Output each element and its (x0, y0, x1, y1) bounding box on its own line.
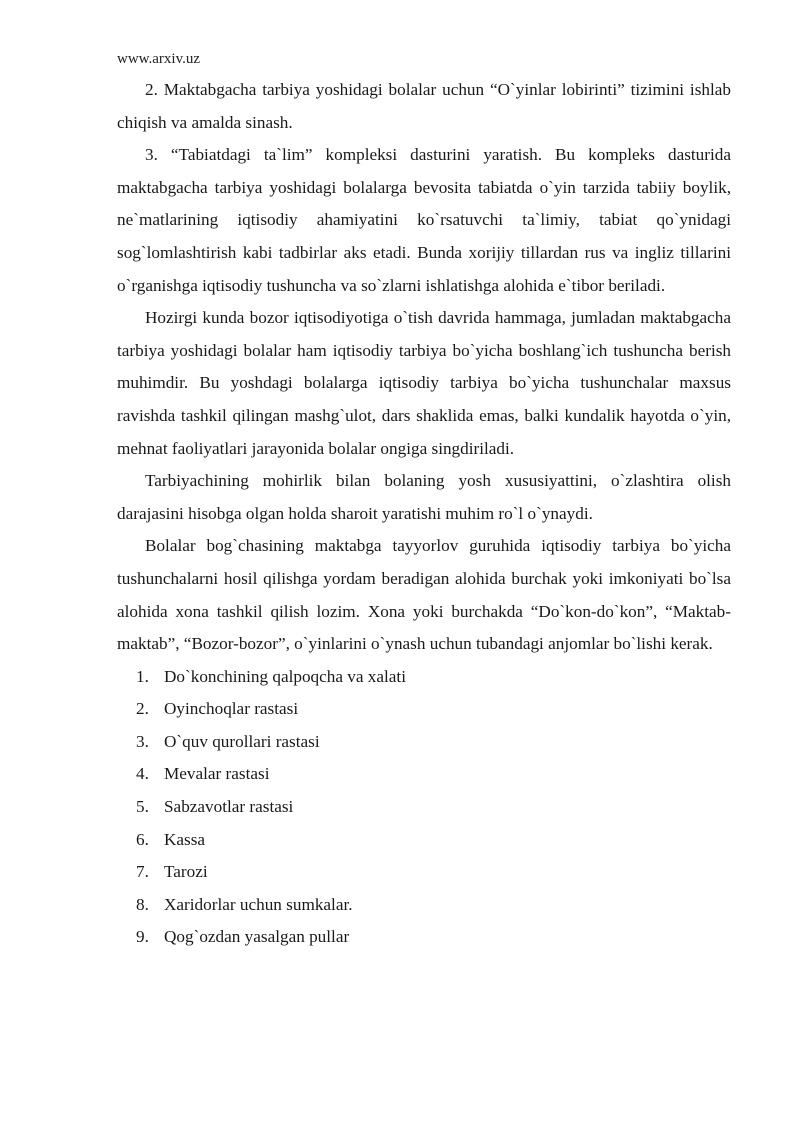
list-item (117, 758, 731, 791)
list-number: 5. (136, 797, 149, 817)
list-item (117, 921, 731, 954)
list-text: Do`konchining qalpoqcha va xalati (164, 666, 406, 686)
list-number: 6. (136, 829, 149, 849)
list-item (117, 856, 731, 889)
list-number: 1. (136, 666, 149, 686)
paragraph: Hozirgi kunda bozor iqtisodiyotiga o`tish davrida hammaga, jumladan maktabgacha tarbiya yoshidagi bolalar ham iqtisodiy tarbiya bo`yicha boshlang`ich tushuncha berish muhimdir. Bu yoshdagi bolalarga iqtisodiy tarbiya bo`yicha tushunchalar maxsus ravishda tashkil qilingan mashg`ulot, dars shaklida emas, balki kundalik hayotda o`yin, mehnat faoliyatlari jarayonida bolalar ongiga singdiriladi. (117, 308, 731, 458)
paragraph: Bolalar bog`chasining maktabga tayyorlov guruhida iqtisodiy tarbiya bo`yicha tushunchalarni hosil qilishga yordam beradigan alohida burchak yoki imkoniyati bo`lsa alohida xona tashkil qilish lozim. Xona yoki burchakda “Do`kon-do`kon”, “Maktab- maktab”, “Bozor-bozor”, o`yinlarini o`ynash uchun tubandagi anjomlar bo`lishi kerak. (117, 536, 731, 654)
list-text: Kassa (164, 829, 206, 849)
list-text: Qog`ozdan yasalgan pullar (164, 927, 350, 947)
list-text: Xaridorlar uchun sumkalar. (164, 894, 353, 914)
list-text: Mevalar rastasi (164, 764, 270, 784)
list-number: 3. (136, 731, 149, 751)
list-text: Sabzavotlar rastasi (164, 797, 294, 817)
list-text: Tarozi (164, 862, 208, 882)
list-text: O`quv qurollari rastasi (164, 731, 320, 751)
list-number: 9. (136, 927, 149, 947)
list-number: 2. (136, 699, 149, 719)
list-item (117, 726, 731, 759)
equipment-list (117, 661, 731, 954)
list-item (117, 824, 731, 857)
list-number: 8. (136, 894, 149, 914)
list-number: 4. (136, 764, 149, 784)
list-item (117, 889, 731, 922)
list-item (117, 791, 731, 824)
list-item (117, 693, 731, 726)
header-url: www.arxiv.uz (117, 51, 201, 67)
list-number: 7. (136, 862, 149, 882)
paragraph: 2. Maktabgacha tarbiya yoshidagi bolalar uchun “O`yinlar lobirinti” tizimini ishlab chiqish va amalda sinash. (117, 80, 731, 132)
list-text: Oyinchoqlar rastasi (164, 699, 299, 719)
paragraph: 3. “Tabiatdagi ta`lim” kompleksi dasturini yaratish. Bu kompleks dasturida maktabgacha tarbiya yoshidagi bolalarga bevosita tabiatda o`yin tarzida tabiiy boylik, ne`matlarining iqtisodiy ahamiyatini ko`rsatuvchi ta`limiy, tabiat qo`ynidagi sog`lomlashtirish kabi tadbirlar aks etadi. Bunda xorijiy tillardan rus va ingliz tillarini o`rganishga iqtisodiy tushuncha va so`zlarni ishlatishga alohida e`tibor beriladi. (117, 145, 731, 295)
list-item (117, 661, 731, 694)
document-body (117, 74, 731, 954)
paragraph: Tarbiyachining mohirlik bilan bolaning yosh xususiyattini, o`zlashtira olish darajasini hisobga olgan holda sharoit yaratishi muhim ro`l o`ynaydi. (117, 471, 731, 523)
